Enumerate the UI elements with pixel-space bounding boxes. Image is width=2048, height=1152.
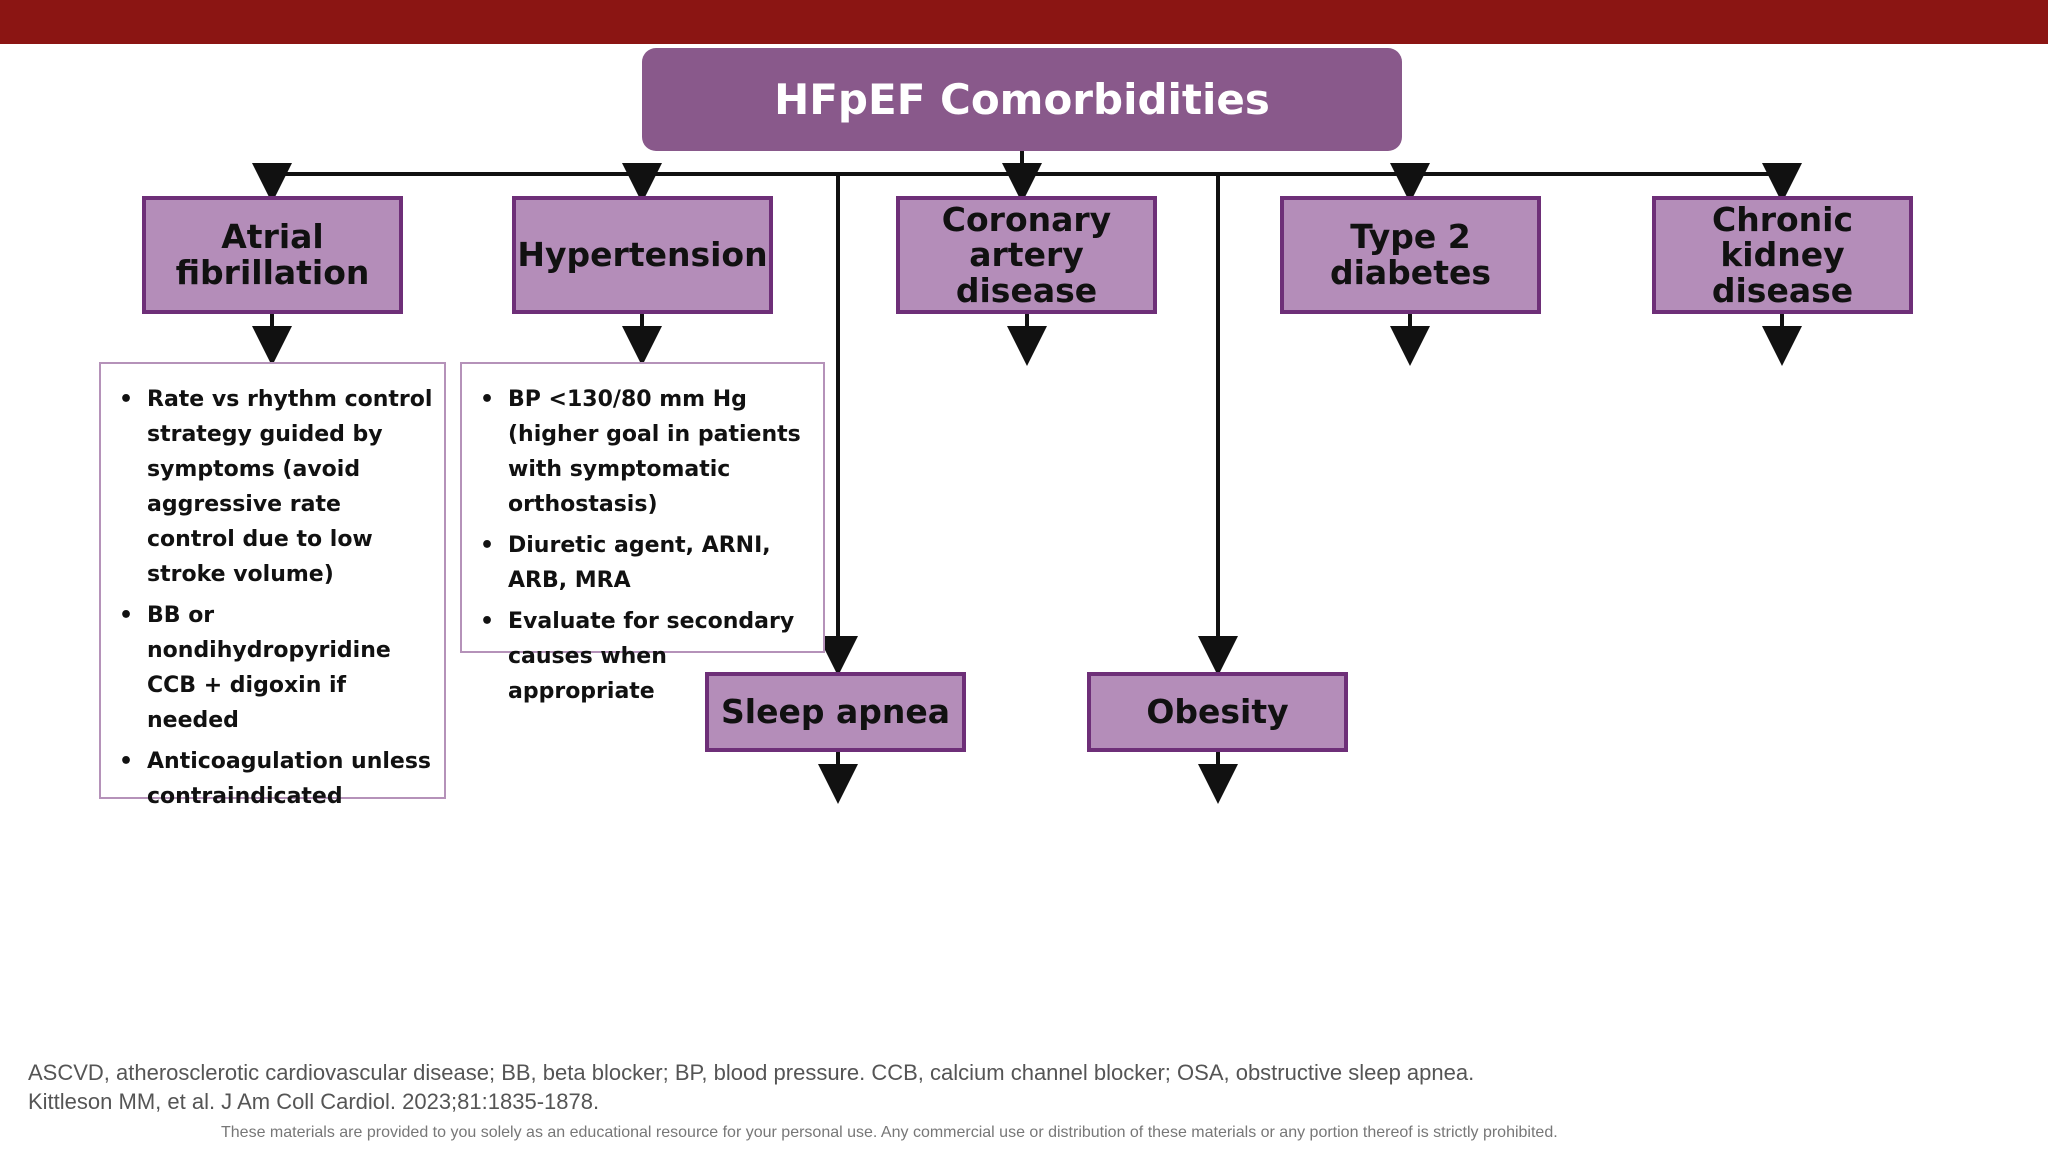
node-hypertension <box>512 196 773 314</box>
diagram-title: HFpEF Comorbidities <box>642 48 1402 151</box>
detail-item: • Evaluate for secondary causes when appropriate <box>472 604 813 709</box>
detail-item: • BB or nondihydropyridine CCB + digoxin if needed <box>111 598 434 738</box>
node-hypertension-label: Hypertension <box>517 235 768 275</box>
atrial-fibrillation-details <box>99 362 446 809</box>
node-type-2-diabetes <box>1280 196 1541 314</box>
node-atrial-fibrillation-label: Atrial fibrillation <box>175 217 370 292</box>
node-chronic-kidney-disease-label: Chronic kidney disease <box>1711 199 1854 310</box>
node-obesity <box>1087 672 1348 752</box>
abbreviations-footnote: ASCVD, atherosclerotic cardiovascular disease; BB, beta blocker; BP, blood pressure. CCB, calcium channel blocker; OSA, obstructive sleep apnea. <box>28 1060 1475 1085</box>
node-sleep-apnea-label: Sleep apnea <box>721 692 950 732</box>
node-obesity-label: Obesity <box>1146 692 1289 732</box>
node-chronic-kidney-disease <box>1652 196 1913 314</box>
detail-item: • Diuretic agent, ARNI, ARB, MRA <box>472 528 813 598</box>
disclaimer: These materials are provided to you solely as an educational resource for your personal use. Any commercial use or distribution of these materials or any portion thereof is strictly prohibited. <box>221 1124 1558 1141</box>
atrial-fibrillation-detail-list <box>111 382 434 814</box>
detail-item: • BP <130/80 mm Hg (higher goal in patients with symptomatic orthostasis) <box>472 382 813 522</box>
detail-item: • Anticoagulation unless contraindicated <box>111 744 434 814</box>
hypertension-details <box>460 362 825 704</box>
node-type-2-diabetes-label: Type 2 diabetes <box>1329 217 1491 292</box>
node-atrial-fibrillation <box>142 196 403 314</box>
node-coronary-artery-disease <box>896 196 1157 314</box>
detail-item: • Rate vs rhythm control strategy guided by symptoms (avoid aggressive rate control due to low stroke volume) <box>111 382 434 592</box>
node-coronary-artery-disease-label: Coronary artery disease <box>941 199 1112 310</box>
citation: Kittleson MM, et al. J Am Coll Cardiol. 2023;81:1835-1878. <box>28 1089 600 1114</box>
hypertension-detail-list <box>472 382 813 709</box>
